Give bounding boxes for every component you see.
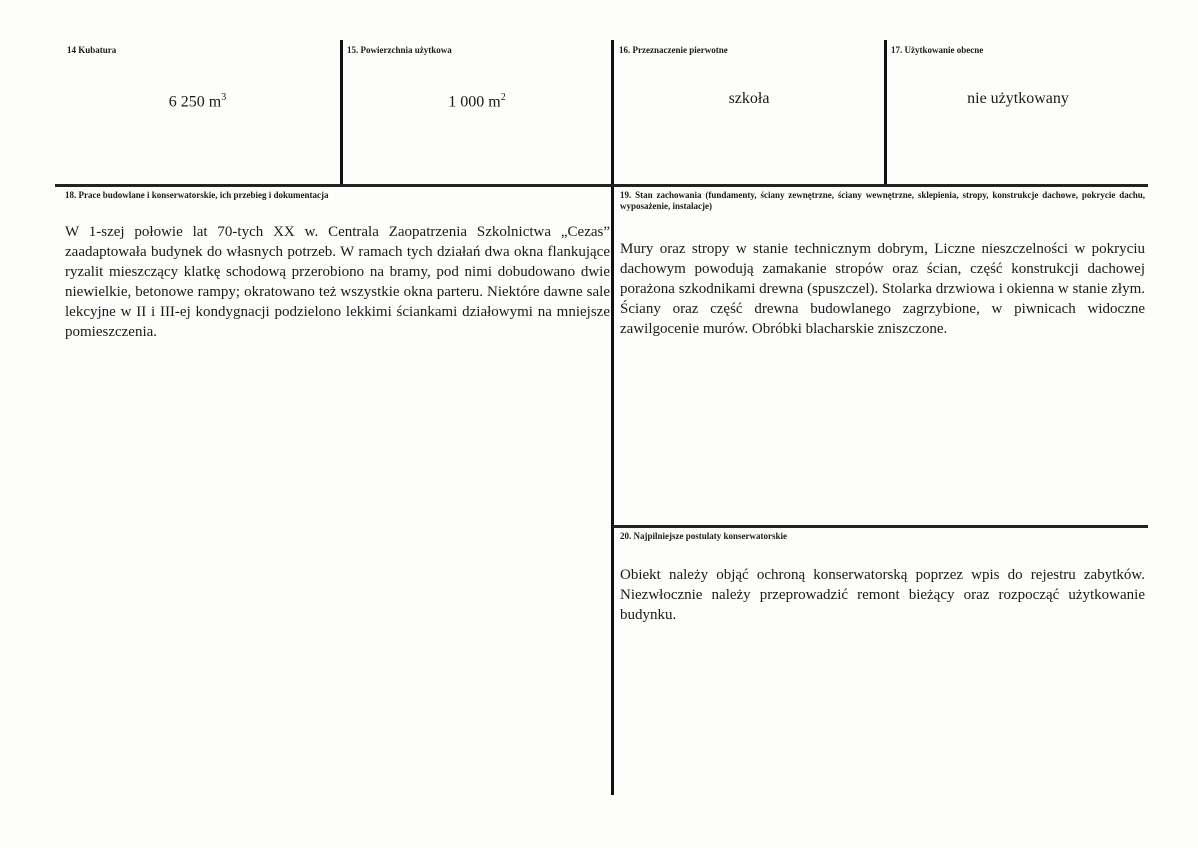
unit-exponent: 3 bbox=[221, 92, 227, 103]
divider bbox=[55, 184, 1148, 187]
field-label: 16. Przeznaczenie pierwotne bbox=[619, 45, 728, 55]
value-text: 6 250 m bbox=[168, 93, 222, 111]
field-value: szkoła bbox=[728, 90, 770, 107]
field-label: 15. Powierzchnia użytkowa bbox=[347, 45, 452, 55]
field-label: 17. Użytkowanie obecne bbox=[891, 45, 984, 55]
divider bbox=[611, 40, 614, 795]
value-text: 1 000 m bbox=[448, 93, 501, 111]
field-text: Mury oraz stropy w stanie technicznym dobrym, Liczne nieszczelności w pokryciu dachowym powodują zamakanie stropów oraz ścian, część konstrukcji dachowej porażona szkodnikami drewna (spuszczel). Stolarka drzwiowa i okienna w stanie złym. Ściany oraz część drewna budowlanego zagrzybione, w piwnicach widoczne zawilgocenie murów. Obróbki blacharskie zniszczone. bbox=[620, 241, 1145, 337]
divider bbox=[613, 525, 1148, 528]
field-value: nie użytkowany bbox=[967, 90, 1069, 107]
field-label: 14 Kubatura bbox=[67, 45, 117, 55]
field-value bbox=[55, 92, 340, 111]
field-text: W 1-szej połowie lat 70-tych XX w. Centrala Zaopatrzenia Szkolnictwa „Cezas” zaadaptowała budynek do własnych potrzeb. W ramach tych działań dwa okna flankujące ryzalit mieszczący klatkę schodową przerobiono na bramy, pod nimi dobudowano dwie niewielkie, betonowe rampy; okratowano też wszystkie okna parteru. Niektóre dawne sale lekcyjne w II i III-ej kondygnacji podzielono lekkimi ściankami działowymi na mniejsze pomieszczenia. bbox=[65, 224, 610, 340]
field-text: Obiekt należy objąć ochroną konserwatorską poprzez wpis do rejestru zabytków. Niezwłocznie należy przeprowadzić remont bieżący oraz rozpocząć użytkowanie budynku. bbox=[620, 567, 1145, 623]
unit-exponent: 2 bbox=[500, 92, 506, 103]
field-label: 20. Najpilniejsze postulaty konserwatorskie bbox=[620, 531, 787, 541]
field-label: 18. Prace budowlane i konserwatorskie, ich przebieg i dokumentacja bbox=[65, 190, 329, 200]
field-label: 19. Stan zachowania (fundamenty, ściany zewnętrzne, ściany wewnętrzne, sklepienia, stropy, konstrukcje dachowe, pokrycie dachu, wyposażenie, instalacje) bbox=[620, 190, 1145, 211]
field-value bbox=[343, 92, 611, 111]
divider bbox=[340, 40, 343, 186]
divider bbox=[884, 40, 887, 186]
